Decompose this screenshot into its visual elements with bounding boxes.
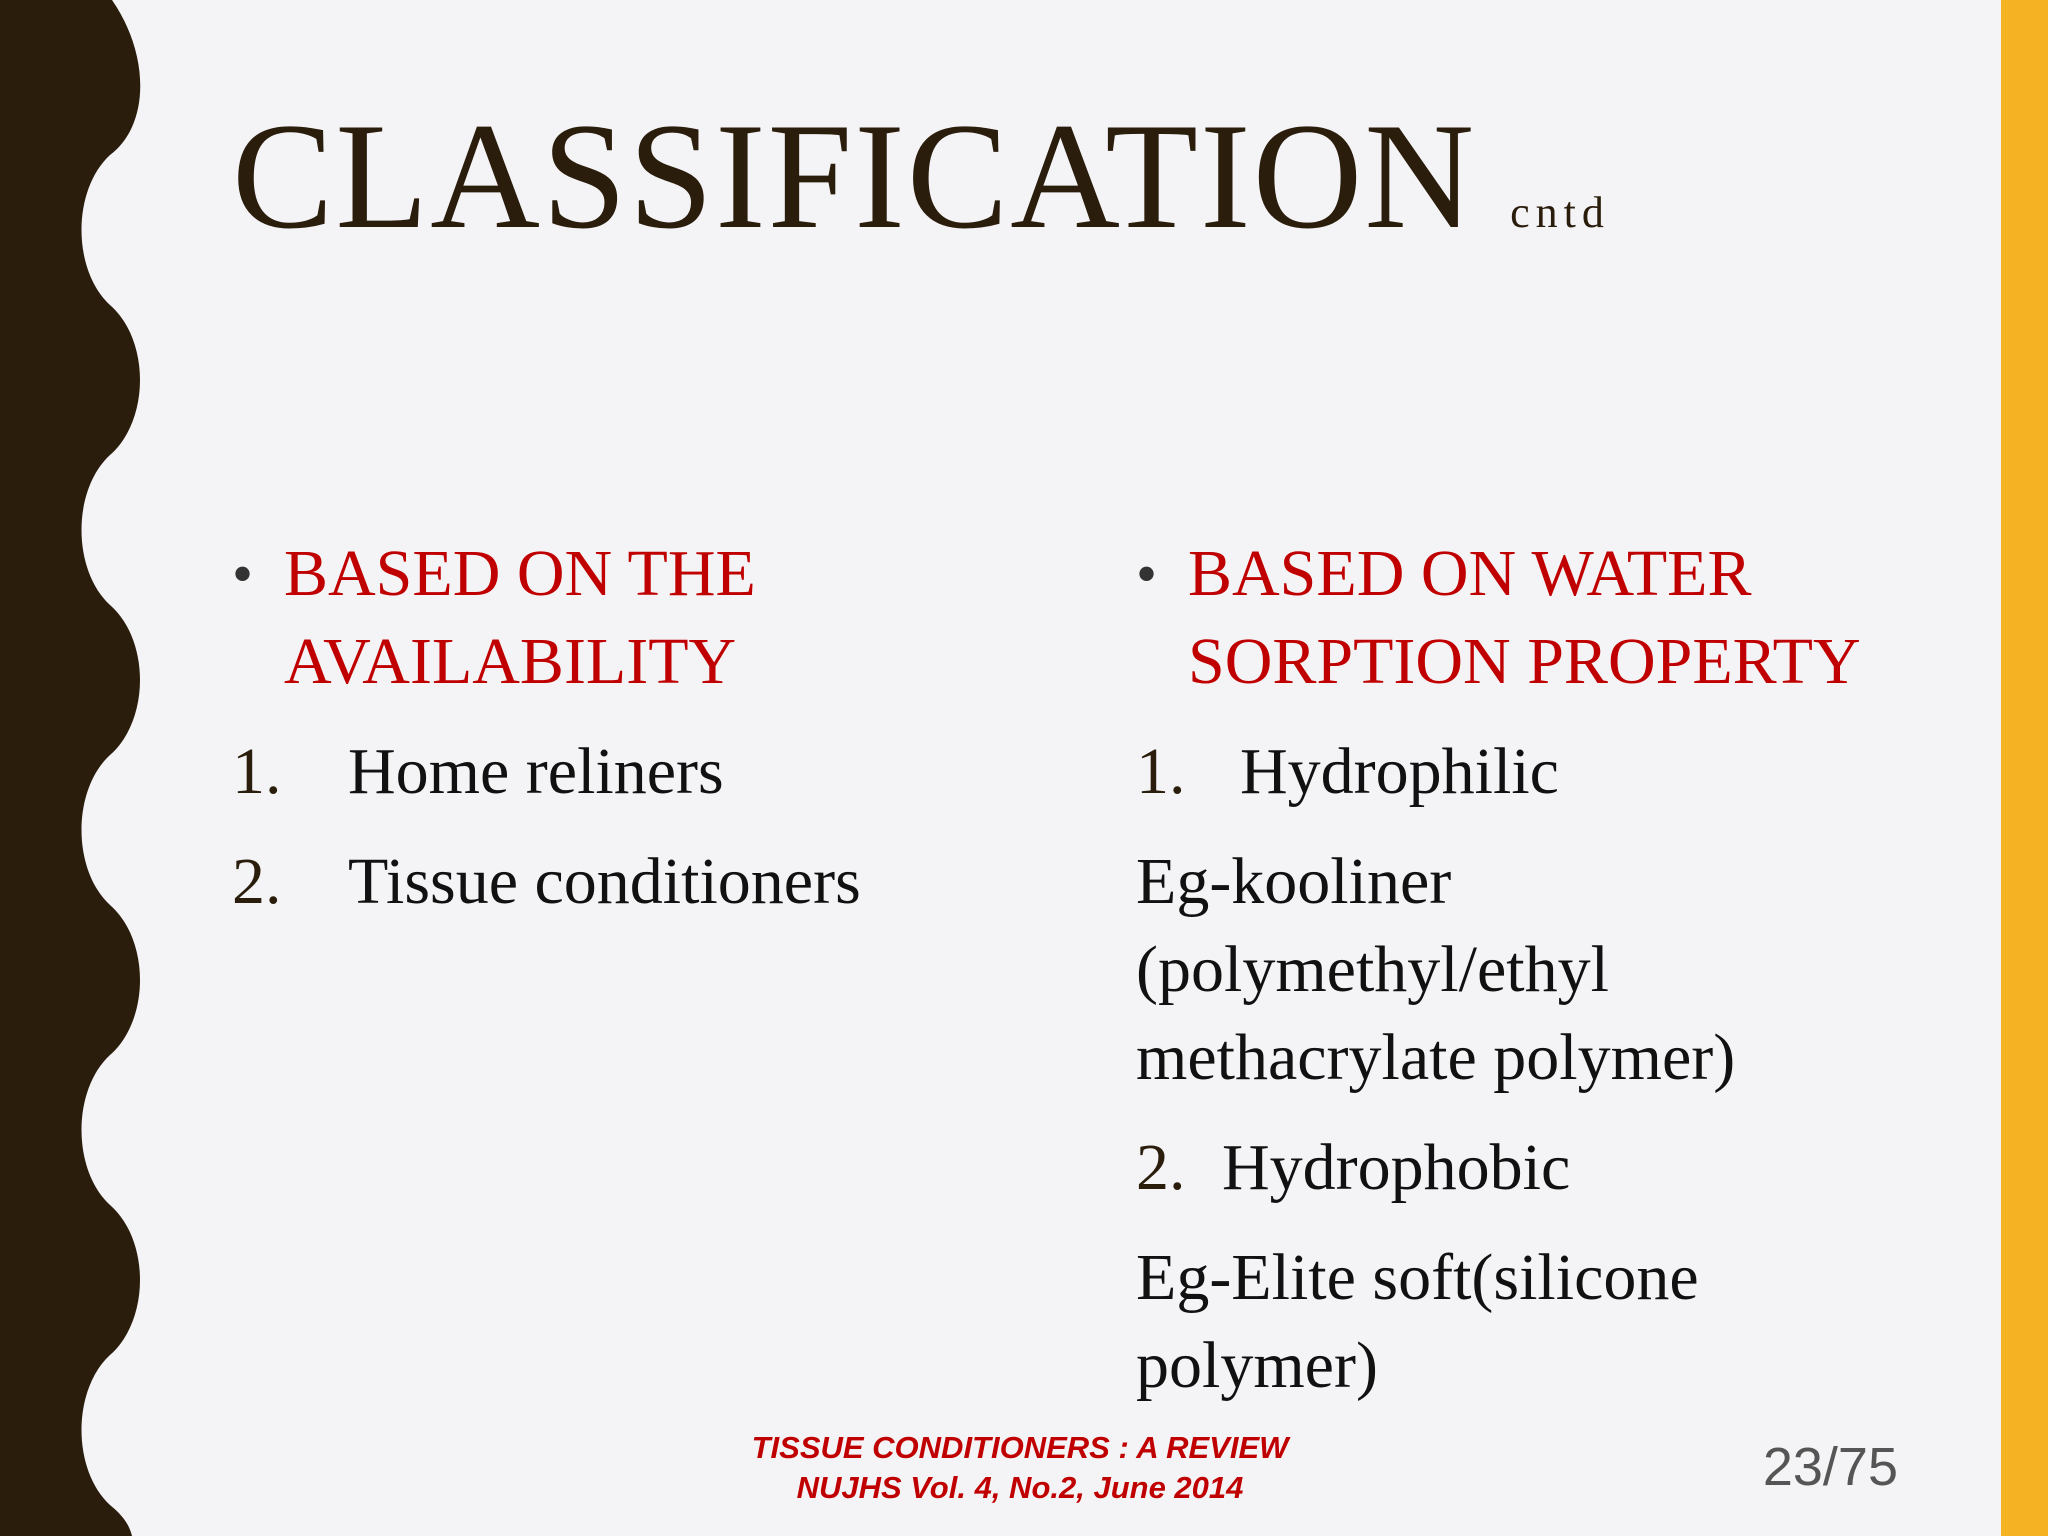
left-column: [232, 530, 1112, 948]
left-heading-line1: BASED ON THE: [284, 537, 756, 610]
slide-title: CLASSIFICATION: [232, 92, 1477, 260]
title-row: [232, 92, 1610, 260]
example-hydrophilic: [1136, 838, 1926, 1102]
example-hydrophobic: [1136, 1234, 1926, 1410]
bullet-icon: •: [232, 541, 254, 607]
right-column: [1136, 530, 1926, 1432]
footer-reference-line2: NUJHS Vol. 4, No.2, June 2014: [796, 1470, 1244, 1505]
example-line: Eg-Elite soft(silicone: [1136, 1241, 1699, 1314]
list-item-number: 1.: [232, 735, 282, 808]
right-heading-line2: SORPTION PROPERTY: [1188, 625, 1861, 698]
slide-subtitle: cntd: [1510, 188, 1610, 237]
list-item-number: 2.: [232, 845, 282, 918]
bullet-icon: •: [1136, 541, 1158, 607]
right-heading: [1136, 530, 1926, 706]
list-item-text: Home reliners: [348, 735, 724, 808]
gold-side-bar: [2001, 0, 2048, 1536]
page-number: 23/75: [1762, 1437, 1898, 1497]
list-item: [232, 838, 1112, 926]
footer-reference-line1: TISSUE CONDITIONERS : A REVIEW: [751, 1430, 1289, 1465]
list-item: [1136, 1124, 1926, 1212]
footer-reference: [660, 1428, 1380, 1508]
wavy-decorative-band: [0, 0, 160, 1536]
example-line: polymer): [1136, 1329, 1378, 1402]
example-line: (polymethyl/ethyl: [1136, 933, 1609, 1006]
list-item-number: 2.: [1136, 1131, 1186, 1204]
list-item: [232, 728, 1112, 816]
left-heading-line2: AVAILABILITY: [284, 625, 737, 698]
list-item: [1136, 728, 1926, 816]
list-item-text: Tissue conditioners: [348, 845, 861, 918]
list-item-number: 1.: [1136, 735, 1186, 808]
example-line: methacrylate polymer): [1136, 1021, 1736, 1094]
list-item-text: Hydrophilic: [1240, 735, 1559, 808]
right-heading-line1: BASED ON WATER: [1188, 537, 1752, 610]
left-heading: [232, 530, 1112, 706]
example-line: Eg-kooliner: [1136, 845, 1452, 918]
list-item-text: Hydrophobic: [1222, 1131, 1571, 1204]
